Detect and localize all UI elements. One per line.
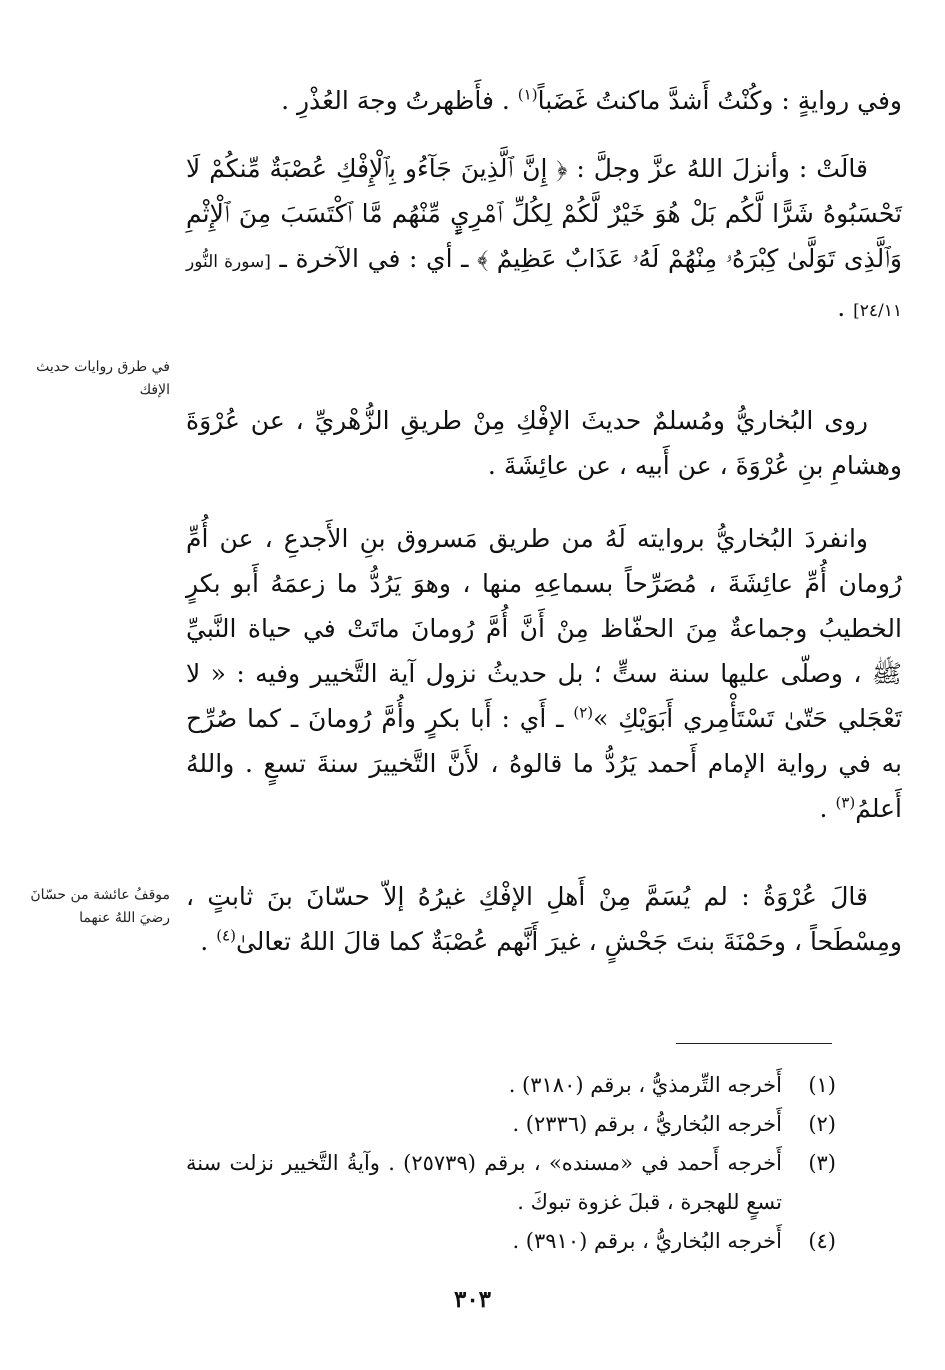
intro-paragraph bbox=[186, 78, 902, 123]
footnote-text: أَخرجه البُخاريُّ ، برقم (٢٣٣٦) . bbox=[512, 1112, 782, 1136]
margin-note-riwayat: في طرق روايات حديث الإفك bbox=[36, 359, 170, 398]
surah-reference: [سورة النُّور ٢٤/١١] bbox=[186, 252, 902, 321]
paragraph-1 bbox=[186, 398, 902, 488]
footnote-item bbox=[186, 1144, 836, 1222]
footnote-marker-1[interactable]: (١) bbox=[517, 85, 538, 104]
footnote-marker-2[interactable]: (٢) bbox=[573, 703, 594, 722]
verse-paragraph bbox=[186, 146, 902, 334]
footnote-marker-3[interactable]: (٣) bbox=[835, 793, 856, 812]
footnote-number: (١) bbox=[808, 1073, 836, 1097]
paragraph-3-text-after: . bbox=[200, 927, 217, 956]
intro-text-after: . فأَظهرتُ وجهَ العُذْرِ . bbox=[281, 86, 518, 115]
footnote-number: (٤) bbox=[808, 1229, 836, 1253]
intro-text: وفي روايةٍ : وكُنْتُ أَشدَّ ماكنتُ غَضَباً bbox=[537, 86, 902, 115]
margin-note-aisha-hassan: موقفُ عائشة من حسّانَ رضيَ اللهُ عنهما bbox=[30, 887, 170, 926]
footnote-number: (٢) bbox=[808, 1112, 836, 1136]
paragraph-1-text: روى البُخاريُّ ومُسلمٌ حديثَ الإفْكِ مِنْ طريقِ الزُّهْريِّ ، عن عُرْوَةَ وهشامِ بنِ عُرْوَةَ ، عن أَبيه ، عن عائِشَةَ . bbox=[186, 406, 902, 480]
verse-text-after: . bbox=[837, 293, 854, 322]
footnote-text: أَخرجه البُخاريُّ ، برقم (٣٩١٠) . bbox=[512, 1229, 782, 1253]
paragraph-2 bbox=[186, 516, 902, 831]
footnote-item bbox=[186, 1105, 836, 1144]
paragraph-2-text-2: ـ أَي : أَبا بكرٍ وأُمَّ رُومانَ ـ كما صُرِّح به في رواية الإمام أَحمد يَرُدُّ ما قالوهُ ، لأَنَّ التَّخييرَ سنةَ تسعٍ . واللهُ أَعلمُ bbox=[186, 704, 902, 823]
paragraph-2-text-3: . bbox=[819, 794, 836, 823]
footnote-text: أَخرجه أَحمد في «مسنده» ، برقم (٢٥٧٣٩) . وآيةُ التَّخيير نزلت سنة تسعٍ للهجرة ، قبلَ غزوة تبوكَ . bbox=[186, 1151, 782, 1214]
footnote-item bbox=[186, 1222, 836, 1261]
paragraph-3-text: قالَ عُرْوَةُ : لم يُسَمَّ مِنْ أَهلِ الإفْكِ غيرُهُ إلاّ حسّانَ بنَ ثابتٍ ، ومِسْطَحاً ، وحَمْنَةَ بنتَ جَحْشٍ ، غيرَ أَنَّهم عُصْبَةٌ كما قالَ اللهُ تعالىٰ bbox=[186, 882, 902, 956]
page-number: ٣٠٣ bbox=[453, 1286, 492, 1313]
footnote-separator bbox=[676, 1043, 832, 1044]
paragraph-2-text-1: وانفردَ البُخاريُّ بروايته لَهُ من طريق مَسروق بنِ الأَجدعِ ، عن أُمِّ رُومان أُمِّ عائِشَةَ ، مُصَرِّحاً بسماعِهِ منها ، وهوَ يَرُدُّ ما زعمَهُ أَبو بكرٍ الخطيبُ وجماعةٌ مِنَ الحفّاظ مِنْ أَنَّ أُمَّ رُومانَ ماتَتْ في حياة النَّبيِّ ﷺ ، وصلّى عليها سنة ستٍّ ؛ بل حديثُ نزول آية التَّخيير وفيه : « لا تَعْجَلي حَتّىٰ تَسْتَأْمِري أَبَوَيْكِ » bbox=[186, 524, 903, 733]
verse-text: قالَتْ : وأنزلَ اللهُ عزَّ وجلَّ : ﴿ إِنَّ ٱلَّذِينَ جَآءُو بِٱلْإِفْكِ عُصْبَةٌ مِّنكُمْ لَا تَحْسَبُوهُ شَرًّا لَّكُم بَلْ هُوَ خَيْرٌ لَّكُمْ لِكُلِّ ٱمْرِيٍٕ مِّنْهُم مَّا ٱكْتَسَبَ مِنَ ٱلْإِثْمِ وَٱلَّذِى تَوَلَّىٰ كِبْرَهُۥ مِنْهُمْ لَهُۥ عَذَابٌ عَظِيمٌ ﴾ ـ أي : في الآخرة ـ bbox=[186, 154, 903, 273]
footnote-text: أَخرجه التِّرمذيُّ ، برقم (٣١٨٠) . bbox=[508, 1073, 782, 1097]
footnote-marker-4[interactable]: (٤) bbox=[216, 926, 236, 945]
footnotes bbox=[186, 1066, 836, 1261]
paragraph-3 bbox=[186, 874, 902, 964]
footnote-number: (٣) bbox=[808, 1151, 836, 1175]
footnote-item bbox=[186, 1066, 836, 1105]
